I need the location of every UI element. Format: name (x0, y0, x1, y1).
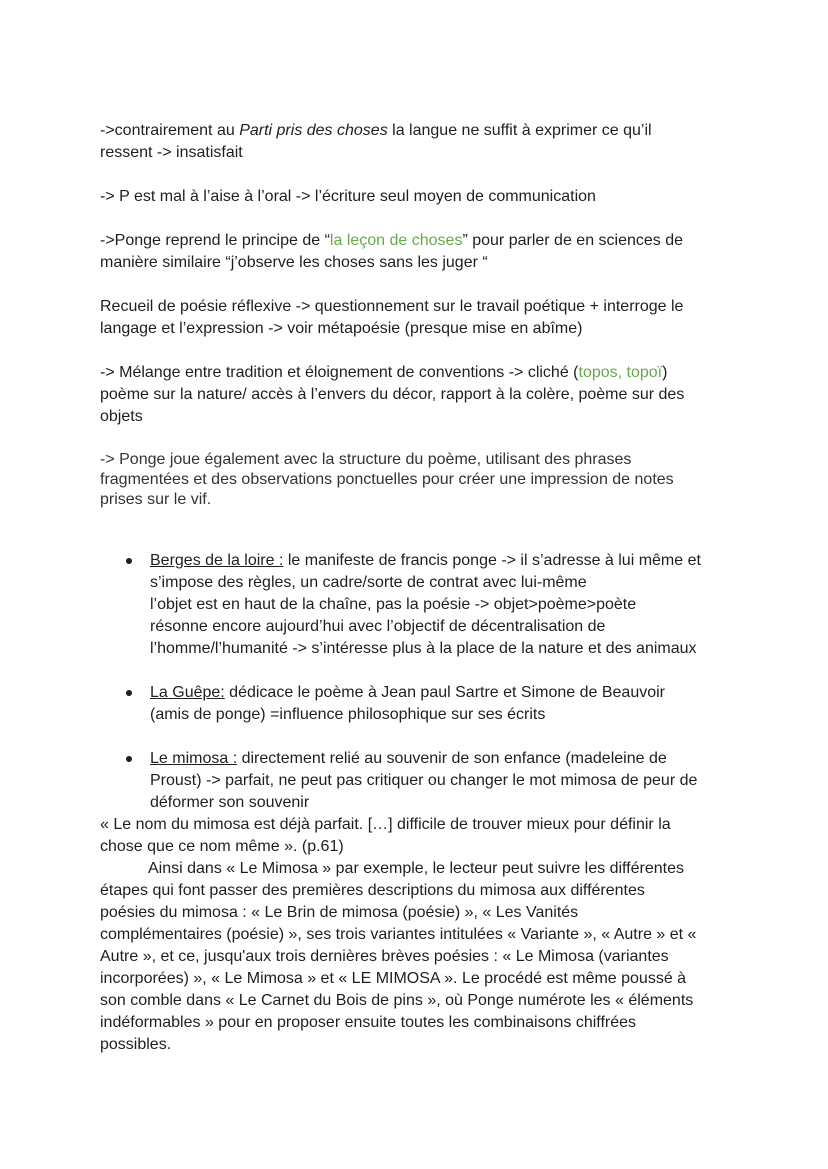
text-line (100, 318, 760, 340)
text-line (150, 682, 760, 704)
text-segment: Ainsi dans « Le Mimosa » par exemple, le lecteur peut suivre les différentes (148, 860, 684, 877)
text-line (100, 880, 760, 902)
text-segment: chose que ce nom même ». (p.61) (100, 838, 344, 855)
text-line (100, 1034, 760, 1056)
text-segment: (amis de ponge) =influence philosophique sur ses écrits (150, 706, 546, 723)
text-line (100, 186, 760, 208)
text-segment: complémentaires (poésie) », ses trois variantes intitulées « Variante », « Autre » et « (100, 926, 697, 943)
text-segment: langage et l’expression -> voir métapoésie (presque mise en abîme) (100, 320, 583, 337)
text-segment: ” pour parler de en sciences de (462, 232, 684, 249)
text-line (100, 1012, 760, 1034)
text-segment: indéformables » pour en proposer ensuite toutes les combinaisons chiffrées (100, 1014, 637, 1031)
text-segment: le manifeste de francis ponge -> il s’adresse à lui même et (283, 552, 701, 569)
text-segment: ->contrairement au (100, 122, 240, 139)
text-segment: étapes qui font passer des premières descriptions du mimosa aux différentes (100, 882, 645, 899)
text-line (150, 638, 760, 660)
text-line (100, 924, 760, 946)
text-line (100, 362, 760, 384)
text-line (100, 858, 760, 880)
poem-title: Le mimosa : (150, 750, 238, 767)
text-segment: fragmentées et des observations ponctuelles pour créer une impression de notes (100, 471, 674, 488)
text-segment: objets (100, 408, 143, 425)
paragraph (100, 296, 760, 340)
text-line (100, 142, 760, 164)
paragraph (100, 120, 760, 164)
text-line (100, 946, 760, 968)
paragraph (100, 362, 760, 428)
text-segment: ressent -> insatisfait (100, 144, 243, 161)
bullet-dot-icon (126, 690, 132, 696)
text-line (150, 550, 760, 572)
text-segment: possibles. (100, 1036, 172, 1053)
bullet-dot-icon (126, 756, 132, 762)
text-line (150, 704, 760, 726)
text-line (100, 296, 760, 318)
text-segment: manière similaire “j’observe les choses sans les juger “ (100, 254, 488, 271)
text-segment: poème sur la nature/ accès à l’envers du décor, rapport à la colère, poème sur des (100, 386, 685, 403)
text-segment: « Le nom du mimosa est déjà parfait. […] difficile de trouver mieux pour définir la (100, 816, 671, 833)
paragraph (100, 186, 760, 208)
text-line (100, 384, 760, 406)
text-segment: poésies du mimosa : « Le Brin de mimosa (poésie) », « Les Vanités (100, 904, 579, 921)
text-line (100, 450, 760, 470)
text-line (150, 792, 760, 814)
poem-bullet-list (100, 550, 760, 814)
text-segment: l’homme/l’humanité -> s’intéresse plus à la place de la nature et des animaux (150, 640, 697, 657)
closing-passage (100, 814, 760, 1056)
text-segment: directement relié au souvenir de son enfance (madeleine de (237, 750, 667, 767)
text-line (150, 748, 760, 770)
text-segment: la langue ne suffit à exprimer ce qu’il (387, 122, 652, 139)
text-segment: Proust) -> parfait, ne peut pas critiquer ou changer le mot mimosa de peur de (150, 772, 698, 789)
text-line (100, 490, 760, 510)
text-line (150, 770, 760, 792)
text-line (100, 968, 760, 990)
text-segment: s’impose des règles, un cadre/sorte de contrat avec lui-même (150, 574, 587, 591)
text-segment: ) (662, 364, 668, 381)
poem-title: La Guêpe: (150, 684, 225, 701)
text-segment: résonne encore aujourd’hui avec l’objectif de décentralisation de (150, 618, 606, 635)
text-line (100, 406, 760, 428)
book-title: Parti pris des choses (239, 122, 388, 139)
text-line (100, 990, 760, 1012)
text-segment: prises sur le vif. (100, 491, 212, 508)
bullet-item (100, 748, 760, 814)
text-segment: Recueil de poésie réflexive -> questionnement sur le travail poétique + interroge le (100, 298, 684, 315)
document-page (100, 120, 760, 1056)
text-segment: dédicace le poème à Jean paul Sartre et Simone de Beauvoir (224, 684, 666, 701)
text-line (100, 814, 760, 836)
paragraph (100, 230, 760, 274)
highlighted-term: topos, topoï (578, 364, 663, 381)
text-line (100, 252, 760, 274)
text-line (100, 120, 760, 142)
text-line (100, 836, 760, 858)
paragraph (100, 450, 760, 510)
text-segment: Autre », et ce, jusqu'aux trois dernières brèves poésies : « Le Mimosa (variantes (100, 948, 669, 965)
poem-title: Berges de la loire : (150, 552, 284, 569)
text-segment: -> Ponge joue également avec la structure du poème, utilisant des phrases (100, 451, 632, 468)
text-line (100, 470, 760, 490)
bullet-dot-icon (126, 558, 132, 564)
text-segment: -> Mélange entre tradition et éloignement de conventions -> cliché ( (100, 364, 579, 381)
text-line (150, 572, 760, 594)
text-segment: déformer son souvenir (150, 794, 310, 811)
bullet-item (100, 550, 760, 660)
text-segment: l’objet est en haut de la chaîne, pas la poésie -> objet>poème>poète (150, 596, 637, 613)
text-segment: ->Ponge reprend le principe de “ (100, 232, 330, 249)
bullet-item (100, 682, 760, 726)
highlighted-term: la leçon de choses (329, 232, 463, 249)
text-segment: son comble dans « Le Carnet du Bois de pins », où Ponge numérote les « éléments (100, 992, 694, 1009)
text-line (150, 594, 760, 616)
text-line (100, 902, 760, 924)
notes-paragraphs (100, 120, 760, 510)
text-line (100, 230, 760, 252)
text-segment: -> P est mal à l’aise à l’oral -> l’écriture seul moyen de communication (100, 188, 596, 205)
text-line (150, 616, 760, 638)
text-segment: incorporées) », « Le Mimosa » et « LE MIMOSA ». Le procédé est même poussé à (100, 970, 687, 987)
